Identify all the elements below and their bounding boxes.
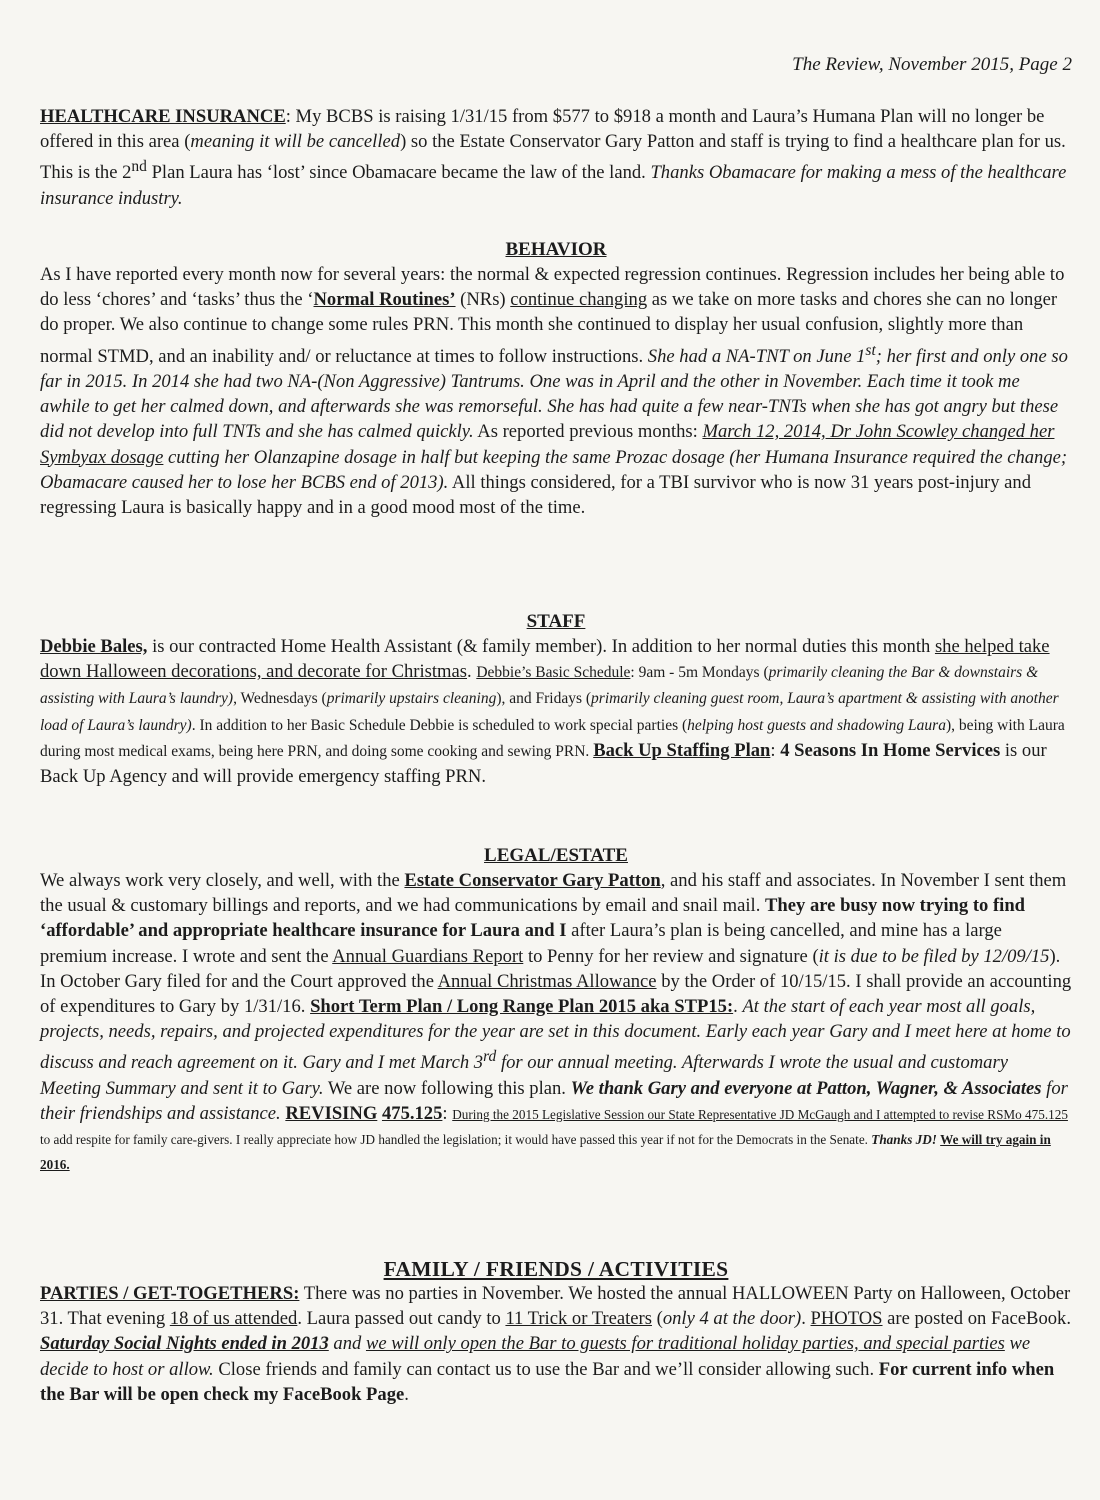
text-run: she helped take down Halloween decorations, and decorate for Christmas <box>40 636 1050 683</box>
text-run: cutting her Olanzapine dosage in half but keeping the same Prozac dosage (her Humana Insurance required the change; Obamacare caused her to lose her BCBS end of 2013). <box>40 446 1068 493</box>
text-run: There was no parties in November. We hosted the annual HALLOWEEN Party on Halloween, October 31. That evening <box>40 1283 1071 1330</box>
behavior-heading: BEHAVIOR <box>505 239 607 260</box>
text-run: 475.125 <box>381 1103 443 1125</box>
text-run: to Penny for her review and signature ( <box>523 945 819 967</box>
healthcare-section <box>40 104 1072 211</box>
healthcare-paragraph <box>40 104 1072 211</box>
text-run: Short Term Plan / Long Range Plan 2015 aka STP15: <box>310 996 734 1018</box>
text-run: Normal Routines’ <box>313 289 456 311</box>
text-run: , Wednesdays ( <box>233 690 327 708</box>
text-run: PHOTOS <box>810 1308 883 1330</box>
text-run: As I have reported every month now for several years: the normal & expected regression continues. Regression includes her being able to do less ‘chores’ and ‘tasks’ thus the ‘ <box>40 264 1065 311</box>
text-run: Thanks JD! <box>871 1132 937 1148</box>
text-run: : <box>442 1103 453 1125</box>
text-run: . <box>801 1308 811 1330</box>
text-run: REVISING <box>285 1103 378 1125</box>
text-run: They are busy now trying to find ‘affordable’ and appropriate healthcare insurance for Laura and I <box>40 895 1026 942</box>
text-run: Debbie’s Basic Schedule <box>476 664 631 682</box>
text-run: for our annual meeting. Afterwards I wrote the usual and customary Meeting Summary and sent it to Gary. <box>40 1052 1008 1099</box>
text-run: . <box>467 661 477 683</box>
text-run: primarily cleaning guest room, Laura’s apartment & assisting with another load of Laura’s laundry) <box>40 690 1059 734</box>
text-run: ), being with Laura during most medical exams, being here PRN, and doing some cooking and sewing PRN. <box>40 716 1065 760</box>
text-run: We always work very closely, and well, with the <box>40 870 405 891</box>
staff-paragraph <box>40 634 1072 789</box>
text-run: Annual Guardians Report <box>332 945 524 967</box>
staff-section <box>40 610 1072 789</box>
text-run: ). In October Gary filed for and the Court approved the <box>40 945 1061 992</box>
text-run: it is due to be filed by 12/09/15 <box>818 945 1050 967</box>
superscript: rd <box>483 1048 497 1066</box>
text-run: We are now following this plan. <box>323 1077 571 1099</box>
text-run: : <box>770 739 781 761</box>
text-run: She had a NA-TNT on June 1 <box>647 345 866 367</box>
text-run: During the 2015 Legislative Session our State Representative JD McGaugh and I attempted to revise RSMo 475.125 <box>452 1107 1068 1123</box>
family-section <box>40 1257 1072 1407</box>
superscript: st <box>865 341 876 359</box>
text-run: , and his staff and associates. In November I sent them the usual & customary billings and reports, and we had communications by email and snail mail. <box>40 870 1067 917</box>
text-run: . <box>404 1383 409 1405</box>
text-run: Debbie Bales, <box>40 636 148 657</box>
text-run: ( <box>651 1308 663 1330</box>
text-run: We thank Gary and everyone at Patton, Wagner, & Associates <box>570 1077 1042 1099</box>
text-run: Estate Conservator Gary Patton <box>404 870 661 891</box>
behavior-section <box>40 238 1072 520</box>
legal-heading: LEGAL/ESTATE <box>484 845 628 866</box>
behavior-paragraph <box>40 262 1072 520</box>
text-run: Thanks Obamacare for making a mess of the healthcare insurance industry. <box>40 162 1067 209</box>
text-run: 4 Seasons In Home Services <box>780 739 1001 761</box>
text-run: PARTIES / GET-TOGETHERS: <box>40 1283 300 1304</box>
text-run: by the Order of 10/15/15. I shall provide an accounting of expenditures to Gary by 1/31/16. <box>40 970 1072 1018</box>
text-run: ; her first and only one so far in 2015. In 2014 she had two NA-(Non Aggressive) Tantrums. One was in April and the other in November. Each time it took me awhile to get her calmed down, and afterwards she was remorseful. She has had quite a few near-TNTs when she has got angry but these did not develop into full TNTs and she has calmed quickly. <box>40 345 1068 443</box>
text-run: primarily cleaning the Bar & downstairs & assisting with Laura’s laundry) <box>40 664 1039 708</box>
healthcare-label: HEALTHCARE INSURANCE <box>40 106 286 127</box>
text-run: to add respite for family care-givers. I really appreciate how JD handled the legislation; it would have passed this year if not for the Democrats in the Senate. <box>40 1132 872 1148</box>
text-run: All things considered, for a TBI survivor who is now 31 years post-injury and regressing Laura is basically happy and in a good mood most of the time. <box>40 471 1032 519</box>
text-run: We will try again in 2016. <box>40 1132 1051 1173</box>
text-run: only 4 at the door) <box>662 1308 802 1330</box>
text-run: Saturday Social Nights ended in 2013 <box>40 1333 329 1355</box>
text-run: Close friends and family can contact us to use the Bar and we’ll consider allowing such. <box>213 1358 879 1380</box>
text-run: . Laura passed out candy to <box>297 1308 506 1330</box>
text-run: (NRs) <box>455 289 511 311</box>
superscript: nd <box>131 158 147 176</box>
text-run: . <box>733 996 743 1018</box>
text-run: are posted on FaceBook. <box>882 1308 1071 1330</box>
text-run: At the start of each year most all goals, projects, needs, repairs, and projected expenditures for the year are set in this document. Early each year Gary and I meet here at home to discuss and reach agreement on it. Gary and I met March 3 <box>40 996 1071 1074</box>
text-run: Plan Laura has ‘lost’ since Obamacare became the law of the land. <box>146 162 651 184</box>
text-run: for their friendships and assistance. <box>40 1077 1068 1125</box>
text-run: primarily upstairs cleaning <box>326 690 497 708</box>
text-run: we decide to host or allow. <box>40 1333 1031 1380</box>
text-run: Back Up Staffing Plan <box>593 739 771 761</box>
text-run: helping host guests and shadowing Laura <box>687 716 946 734</box>
family-heading: FAMILY / FRIENDS / ACTIVITIES <box>383 1257 729 1281</box>
text-run: 18 of us attended <box>169 1308 298 1330</box>
text-run: As reported previous months: <box>473 421 703 443</box>
staff-heading: STAFF <box>526 611 586 632</box>
text-run: we will only open the Bar to guests for traditional holiday parties, and special parties <box>365 1333 1005 1355</box>
page-header: The Review, November 2015, Page 2 <box>792 54 1072 75</box>
text-run: March 12, 2014, Dr John Scowley changed her Symbyax dosage <box>40 421 1055 468</box>
text-run: ) so the Estate Conservator Gary Patton and staff is trying to find a healthcare plan for us. This is the 2 <box>40 131 1066 184</box>
legal-section <box>40 844 1072 1177</box>
text-run: : My BCBS is raising 1/31/15 from $577 to $918 a month and Laura’s Humana Plan will no longer be offered in this area ( <box>40 106 1045 153</box>
text-run: continue changing <box>510 289 648 311</box>
text-run: For current info when the Bar will be open check my FaceBook Page <box>40 1358 1055 1405</box>
text-run: as we take on more tasks and chores she can no longer do proper. We also continue to change some rules PRN. This month she continued to display her usual confusion, slightly more than normal STMD, and an inability and/ or reluctance at times to follow instructions. <box>40 289 1058 367</box>
text-run: after Laura’s plan is being cancelled, and mine has a large premium increase. I wrote and sent the <box>40 920 1002 967</box>
text-run: is our contracted Home Health Assistant (& family member). In addition to her normal duties this month <box>147 636 935 657</box>
text-run: Annual Christmas Allowance <box>437 970 657 992</box>
text-run: . In addition to her Basic Schedule Debbie is scheduled to work special parties ( <box>191 716 688 734</box>
legal-paragraph <box>40 868 1072 1177</box>
text-run: ), and Fridays ( <box>496 690 592 708</box>
text-run: meaning it will be cancelled <box>190 131 401 153</box>
text-run: 11 Trick or Treaters <box>505 1308 652 1330</box>
text-run: and <box>328 1333 366 1355</box>
family-paragraph <box>40 1281 1072 1407</box>
text-run: is our Back Up Agency and will provide emergency staffing PRN. <box>40 739 1047 788</box>
text-run: : 9am - 5m Mondays ( <box>630 664 769 682</box>
